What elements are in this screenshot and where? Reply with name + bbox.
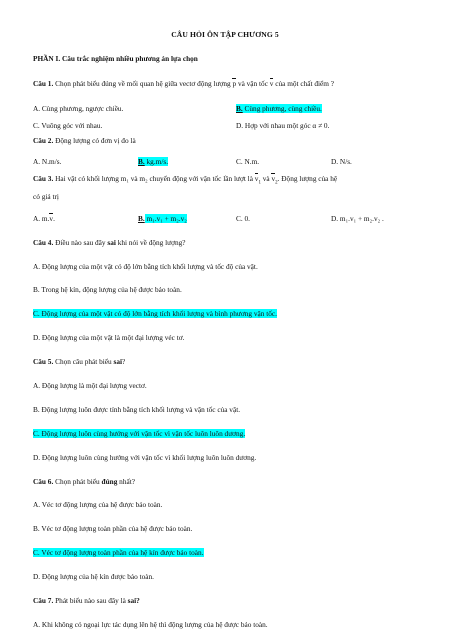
question-emphasis: sai (113, 357, 122, 366)
vector-v2-symbol: v (271, 174, 276, 183)
q3-option-c: C. 0. (236, 214, 250, 223)
q3-option-d: D. m₁.v₁ + m₂.v₂ . (331, 214, 384, 223)
q3-option-b (138, 214, 187, 223)
option-text: . (53, 214, 55, 223)
question-emphasis: sai? (127, 596, 140, 605)
subscript: 1 (258, 180, 261, 186)
question-3 (33, 174, 337, 187)
answer-key: B. (236, 104, 243, 113)
q1-option-d: D. Hợp với nhau một góc α ≠ 0. (236, 121, 330, 130)
question-text: nhất? (117, 477, 135, 486)
question-text: ? (122, 357, 126, 366)
q5-option-b: B. Động lượng luôn được tính bằng tích khối lượng và vận tốc của vật. (33, 405, 241, 414)
vector-v-symbol: v (49, 214, 54, 223)
q2-option-d: D. N/s. (331, 157, 352, 166)
q5-option-d: D. Động lượng luôn cùng hướng với vận tốc vì khối lượng luôn luôn dương. (33, 453, 257, 462)
question-4 (33, 238, 186, 247)
question-label: Câu 6. (33, 477, 54, 486)
question-text: Chọn phát biểu (55, 477, 102, 486)
question-1 (33, 79, 334, 88)
section-heading: PHẦN I. Câu trắc nghiệm nhiều phương án lựa chọn (33, 54, 198, 63)
option-text: kg.m/s. (144, 157, 169, 166)
question-label: Câu 5. (33, 357, 54, 366)
question-2 (33, 136, 136, 145)
question-text: Chọn phát biểu đúng về mối quan hệ giữa vectơ động lượng (55, 79, 233, 88)
question-label: Câu 1. (33, 79, 54, 88)
question-text: khi nói về động lượng? (115, 238, 186, 247)
q1-option-b (236, 104, 322, 113)
option-text: C. Động lượng của một vật có độ lớn bằng tích khối lượng và bình phương vận tốc. (33, 309, 277, 318)
q4-option-d: D. Động lượng của một vật là một đại lượng véc tơ. (33, 333, 185, 342)
answer-key: B. (138, 214, 145, 223)
q1-option-a: A. Cùng phương, ngược chiều. (33, 104, 124, 113)
question-6 (33, 477, 135, 486)
vector-v-symbol: v (269, 79, 274, 88)
q2-option-a: A. N.m/s. (33, 157, 62, 166)
option-text: C. Véc tơ động lượng toàn phần của hệ kín được bảo toàn. (33, 548, 204, 557)
q1-option-c: C. Vuông góc với nhau. (33, 121, 103, 130)
q7-option-a: A. Khi không có ngoại lực tác dụng lên hệ thì động lượng của hệ được bảo toàn. (33, 620, 268, 629)
question-text: Điều nào sau đây (55, 238, 108, 247)
option-text: A. m. (33, 214, 50, 223)
option-text: C. Động lượng luôn cùng hướng với vận tốc vì vận tốc luôn luôn dương. (33, 429, 246, 438)
answer-key: B. (138, 157, 145, 166)
question-3-continued: có giá trị (33, 192, 59, 201)
question-emphasis: sai (107, 238, 116, 247)
page-title: CÂU HỎI ÔN TẬP CHƯƠNG 5 (171, 30, 279, 39)
vector-v1-symbol: v (254, 174, 259, 183)
q3-option-a (33, 214, 55, 223)
q4-option-c (33, 309, 277, 318)
q5-option-a: A. Động lượng là một đại lượng vectơ. (33, 381, 147, 390)
question-7 (33, 596, 140, 605)
question-text: và (260, 174, 272, 183)
q6-option-c (33, 548, 204, 557)
option-text: Cùng phương, cùng chiều. (242, 104, 322, 113)
q2-option-b (138, 157, 168, 166)
question-label: Câu 2. (33, 136, 54, 145)
question-text: Chọn câu phát biểu (55, 357, 114, 366)
subscript: 2 (275, 180, 278, 186)
question-label: Câu 4. (33, 238, 54, 247)
q4-option-b: B. Trong hệ kín, động lượng của hệ được bảo toàn. (33, 285, 182, 294)
question-label: Câu 3. (33, 174, 54, 183)
q6-option-a: A. Véc tơ động lượng của hệ được bảo toàn. (33, 500, 163, 509)
q4-option-a: A. Động lượng của một vật có độ lớn bằng tích khối lượng và tốc độ của vật. (33, 262, 258, 271)
question-text: Hai vật có khối lượng m₁ và m₂ chuyển động với vận tốc lần lượt là (55, 174, 255, 183)
question-text: của một chất điểm ? (273, 79, 335, 88)
question-emphasis: đúng (101, 477, 118, 486)
option-text: m₁.v₁ + m₂.v₂ (144, 214, 187, 223)
question-label: Câu 7. (33, 596, 54, 605)
question-text: Động lượng có đơn vị đo là (55, 136, 136, 145)
question-text: và vận tốc (236, 79, 270, 88)
q5-option-c (33, 429, 245, 438)
question-5 (33, 357, 125, 366)
vector-p-symbol: p (232, 79, 237, 88)
q6-option-b: B. Véc tơ động lượng toàn phần của hệ được bảo toàn. (33, 524, 193, 533)
question-text: Phát biểu nào sau đây là (55, 596, 128, 605)
question-text: . Động lượng của hệ (277, 174, 338, 183)
q2-option-c: C. N.m. (236, 157, 260, 166)
q6-option-d: D. Động lượng của hệ kín được bảo toàn. (33, 572, 155, 581)
